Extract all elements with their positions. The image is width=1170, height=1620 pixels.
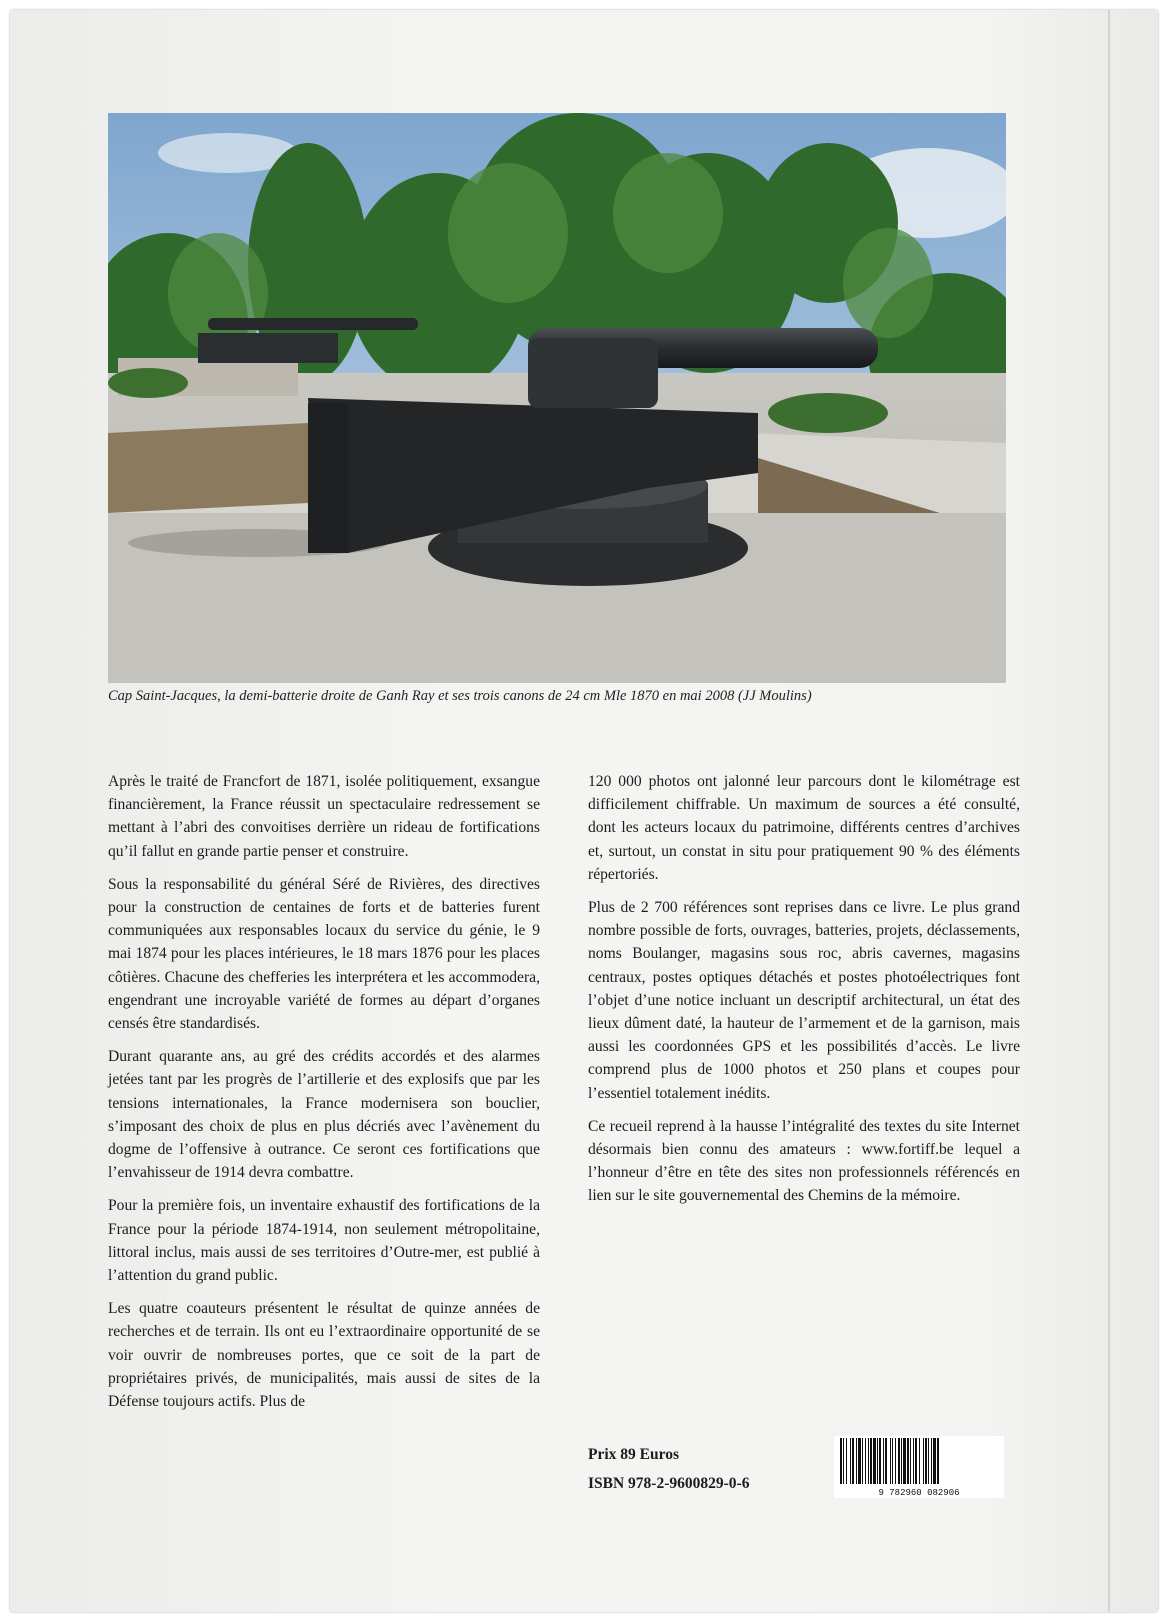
- barcode-bar: [923, 1438, 924, 1484]
- paragraph: Après le traité de Francfort de 1871, isolée politiquement, exsangue financièrement, la France réussit un spectaculaire redressement se mettant à l’abri des convoitises derrière un rideau de fortifications qu’il fallut en grande partie penser et construire.: [108, 773, 540, 860]
- spine-edge: [1108, 10, 1110, 1612]
- barcode-bar: [895, 1438, 896, 1484]
- isbn-label: ISBN 978-2-9600829-0-6: [588, 1475, 750, 1492]
- barcode-bar: [910, 1438, 911, 1484]
- price-label: Prix 89 Euros: [588, 1446, 679, 1463]
- barcode-bar: [933, 1438, 936, 1484]
- barcode-bar: [868, 1438, 869, 1484]
- paragraph: Les quatre coauteurs présentent le résultat de quinze années de recherches et de terrain. Ils ont eu l’extraordinaire opportunité de se voir ouvrir de nombreuses portes, que ce soit de la part de propriétaires privés, de municipalités, mais aussi de sites de la Défense toujours actifs. Plus de: [108, 1300, 540, 1411]
- barcode-bar: [928, 1438, 929, 1484]
- right-text-column: [588, 770, 1020, 1218]
- barcode: [834, 1436, 1004, 1498]
- barcode-bar: [925, 1438, 927, 1484]
- barcode-bar: [850, 1438, 851, 1484]
- paragraph: Pour la première fois, un inventaire exhaustif des fortifications de la France pour la période 1874-1914, non seulement métropolitaine, littoral inclus, mais aussi de ses territoires d’Outre-mer, est publié à l’attention du grand public.: [108, 1197, 540, 1285]
- photo-caption: Cap Saint-Jacques, la demi-batterie droite de Ganh Ray et ses trois canons de 24 cm Mle 1870 en mai 2008 (JJ Moulins): [108, 688, 812, 704]
- barcode-bar: [843, 1438, 844, 1484]
- barcode-bar: [931, 1438, 932, 1484]
- barcode-bar: [885, 1438, 887, 1484]
- barcode-bar: [877, 1438, 878, 1484]
- barcode-bar: [898, 1438, 900, 1484]
- barcode-bar: [862, 1438, 863, 1484]
- barcode-bar: [919, 1438, 920, 1484]
- barcode-bar: [901, 1438, 902, 1484]
- barcode-bar: [846, 1438, 847, 1484]
- barcode-bar: [937, 1438, 939, 1484]
- paragraph: Durant quarante ans, au gré des crédits accordés et des alarmes jetées tant par les progrès de l’artillerie et des explosifs que par les tensions internationales, la France modernisera son bouclier, s’imposant des choix de plus en plus décriés avec l’avènement du dogme de l’offensive à outrance. Ce seront ces fortifications que l’envahisseur de 1914 devra combattre.: [108, 1048, 540, 1182]
- barcode-bar: [892, 1438, 893, 1484]
- barcode-bar: [879, 1438, 881, 1484]
- barcode-bar: [890, 1438, 891, 1484]
- barcode-bar: [915, 1438, 917, 1484]
- left-text-column: [108, 770, 540, 1423]
- paragraph: 120 000 photos ont jalonné leur parcours dont le kilométrage est difficilement chiffrable. Un maximum de sources a été consulté, dont les acteurs locaux du patrimoine, différents centres d’archives et, surtout, un constat in situ pour pratiquement 90 % des éléments répertoriés.: [588, 773, 1020, 883]
- barcode-bar: [858, 1438, 861, 1484]
- barcode-bar: [907, 1438, 909, 1484]
- barcode-bar: [903, 1438, 906, 1484]
- paragraph: Plus de 2 700 références sont reprises dans ce livre. Le plus grand nombre possible de forts, ouvrages, batteries, projets, déclassements, noms Boulanger, magasins sous roc, abris cavernes, magasins centraux, postes optiques détachés et postes photoélectriques font l’objet d’une notice incluant un descriptif architectural, un état des lieux dûment daté, la hauteur de l’armement et de la garnison, mais aussi les coordonnées GPS et les possibilités d’accès. Le livre comprend plus de 1000 photos et 250 plans et coupes pour l’essentiel totalement inédits.: [588, 899, 1020, 1102]
- barcode-bar: [852, 1438, 854, 1484]
- paragraph: Ce recueil reprend à la hausse l’intégralité des textes du site Internet désormais bien connu des amateurs : www.fortiff.be lequel a l’honneur d’être en tête des sites non professionnels référencés en lien sur le site gouvernemental des Chemins de la mémoire.: [588, 1117, 1020, 1205]
- barcode-digits: 9 782960 082906: [878, 1488, 960, 1498]
- barcode-bar: [873, 1438, 876, 1484]
- barcode-bar: [840, 1438, 842, 1484]
- barcode-bar: [913, 1438, 914, 1484]
- barcode-bar: [856, 1438, 857, 1484]
- paragraph: Sous la responsabilité du général Séré de Rivières, des directives pour la construction de centaines de forts et de batteries furent communiquées aux responsables locaux du service du génie, le 9 mai 1874 pour les places intérieures, le 18 mars 1876 pour les places côtières. Chacune des chefferies les interprétera et les accommodera, engendrant une incroyable variété de formes au départ d’organes censés être standardisés.: [108, 875, 540, 1033]
- barcode-bar: [865, 1438, 866, 1484]
- barcode-bar: [883, 1438, 884, 1484]
- barcode-bar: [870, 1438, 872, 1484]
- cover-photo: [108, 113, 1006, 683]
